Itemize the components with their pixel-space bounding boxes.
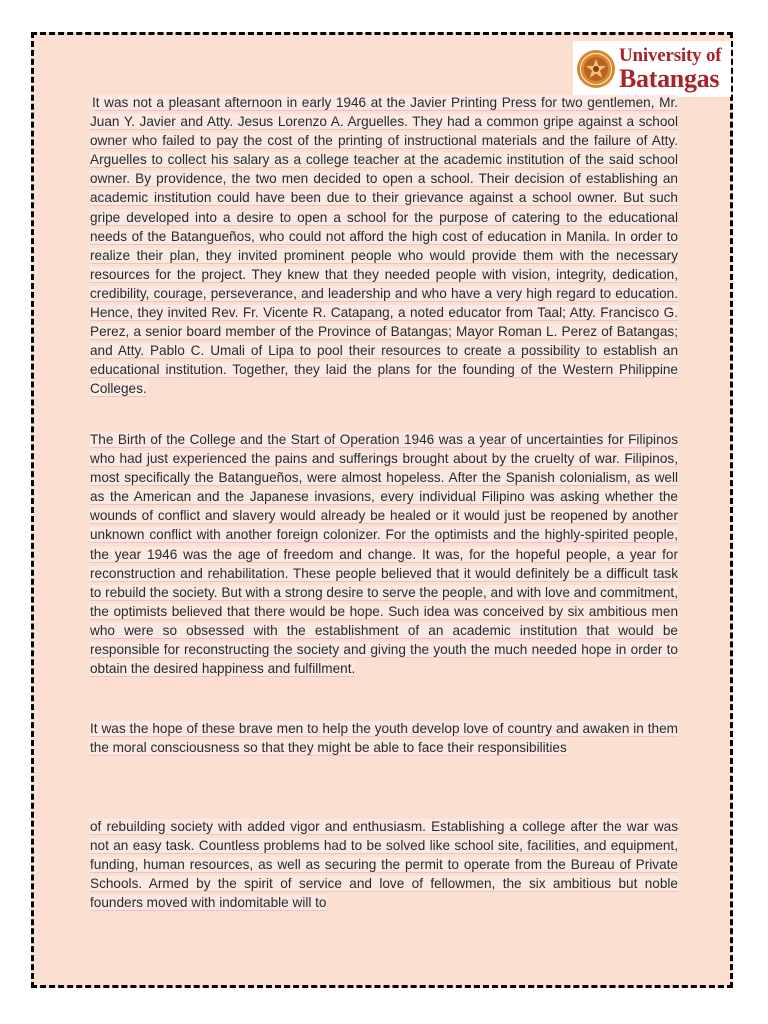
paragraph-founding (90, 93, 678, 399)
logo-line-2: Batangas (619, 64, 720, 93)
paragraph-text: of rebuilding society with added vigor and enthusiasm. Establishing a college after the war was not an easy task. Countless problems had to be solved like school site, facilities, and equipment, funding, human resources, as well as securing the permit to operate from the Bureau of Private Schools. Armed by the spirit of service and love of fellowmen, the six ambitious but noble founders moved with indomitable will to (90, 819, 678, 911)
paragraph-text: It was the hope of these brave men to help the youth develop love of country and awaken in them the moral consciousness so that they might be able to face their responsibilities (90, 721, 678, 756)
paragraph-rebuilding (90, 817, 678, 912)
paragraph-hope (90, 719, 678, 757)
logo-line-1: University of (619, 45, 722, 66)
university-logo (573, 41, 731, 97)
paragraph-birth-of-college (90, 430, 678, 678)
paragraph-text: It was not a pleasant afternoon in early 1946 at the Javier Printing Press for two gentlemen, Mr. Juan Y. Javier and Atty. Jesus Lorenzo A. Arguelles. They had a common gripe against a school owner who failed to pay the cost of the printing of instructional materials and the failure of Atty. Arguelles to collect his salary as a college teacher at the academic institution of the said school owner. By providence, the two men decided to open a school. Their decision of establishing an academic institution could have been due to their grievance against a school owner. But such gripe developed into a desire to open a school for the purpose of catering to the educational needs of the Batangueños, who could not afford the high cost of education in Manila. In order to realize their plan, they invited prominent people who would provide them with the necessary resources for the project. They knew that they needed people with vision, integrity, dedication, credibility, courage, perseverance, and leadership and who have a very high regard to education. Hence, they invited Rev. Fr. Vicente R. Catapang, a noted educator from Taal; Atty. Francisco G. Perez, a senior board member of the Province of Batangas; Mayor Roman L. Perez of Batangas; and Atty. Pablo C. Umali of Lipa to pool their resources to create a possibility to establish an educational institution. Together, they laid the plans for the founding of the Western Philippine Colleges. (90, 95, 678, 397)
university-seal-icon (576, 49, 616, 89)
paragraph-text: The Birth of the College and the Start of Operation 1946 was a year of uncertainties for Filipinos who had just experienced the pains and sufferings brought about by the cruelty of war. Filipinos, most specifically the Batangueños, were almost hopeless. After the Spanish colonialism, as well as the American and the Japanese invasions, every individual Filipino was asking whether the wounds of conflict and slavery would already be healed or it would just be reopened by another unknown conflict with another foreign colonizer. For the optimists and the highly-spirited people, the year 1946 was the age of freedom and change. It was, for the hopeful people, a year for reconstruction and rehabilitation. These people believed that it would definitely be a difficult task to rebuild the society. But with a strong desire to serve the people, and with love and commitment, the optimists believed that there would be hope. Such idea was conceived by six ambitious men who were so obsessed with the establishment of an academic institution that would be responsible for reconstructing the society and giving the youth the much needed hope in order to obtain the desired happiness and fulfillment. (90, 432, 678, 677)
